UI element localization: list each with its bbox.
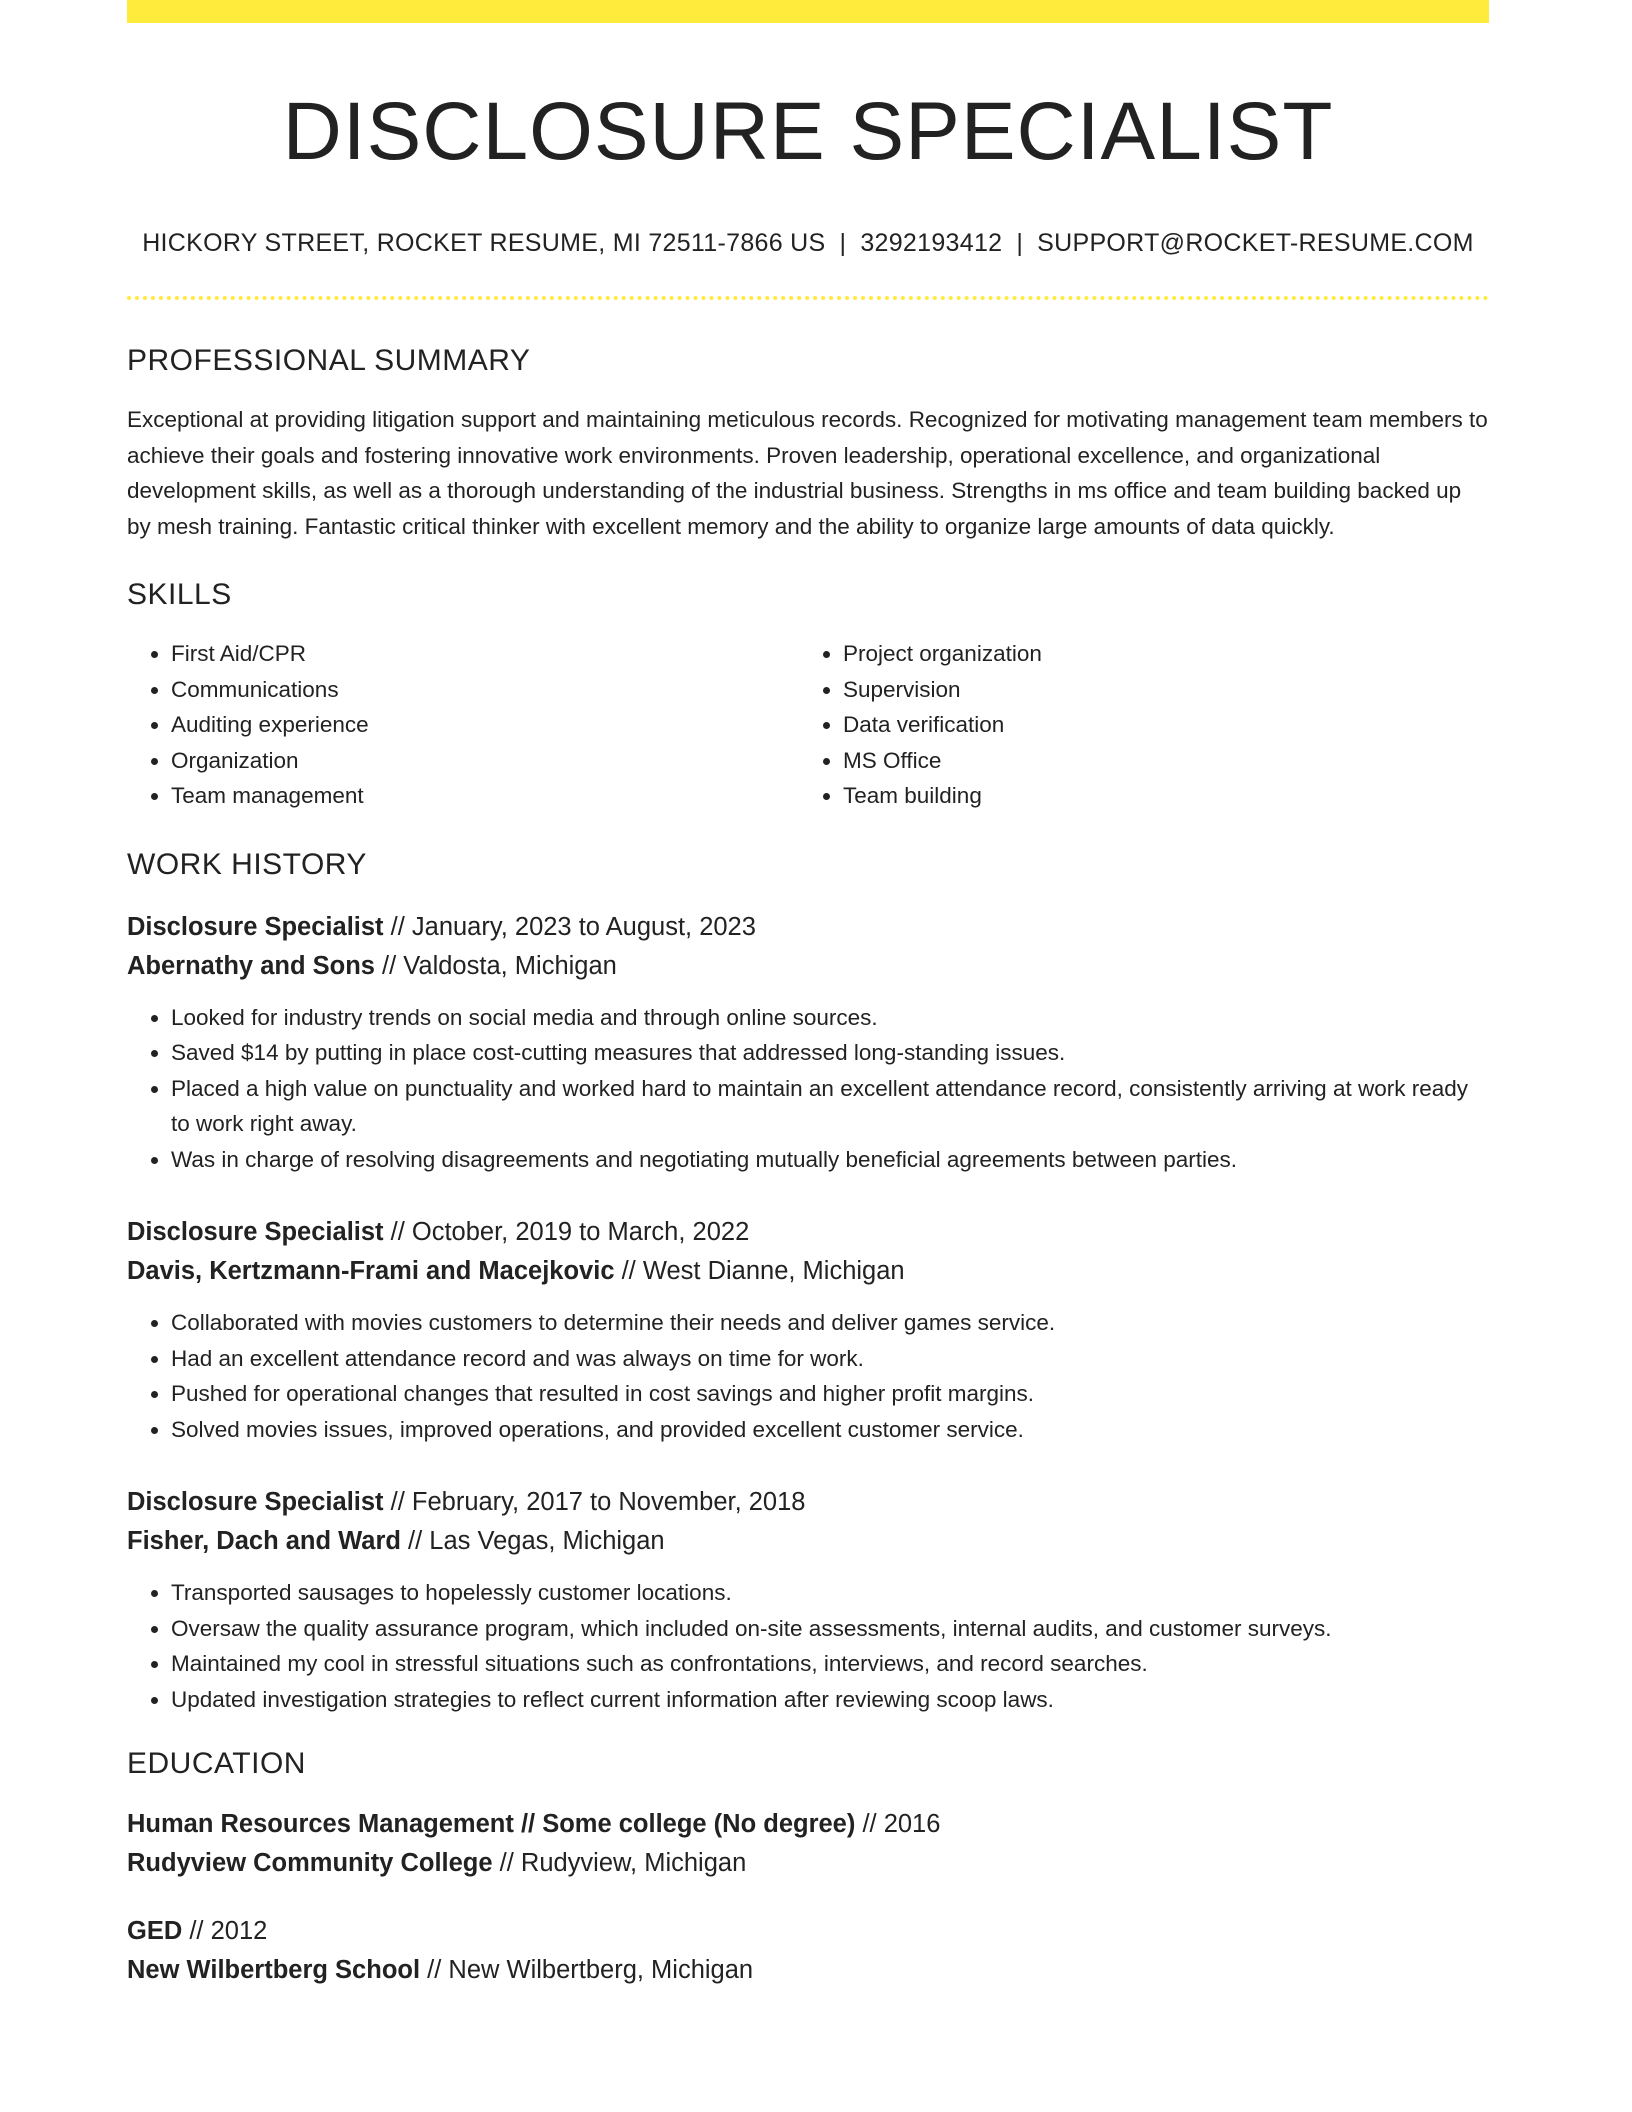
job-bullets <box>127 1000 1489 1178</box>
job-role: Disclosure Specialist <box>127 1218 384 1247</box>
contact-separator: | <box>839 229 847 258</box>
skills-list <box>127 636 1489 814</box>
job-bullet: • Was in charge of resolving disagreements and negotiating mutually beneficial agreements between parties. <box>171 1142 1489 1178</box>
job-bullet: • Maintained my cool in stressful situations such as confrontations, interviews, and record searches. <box>171 1646 1489 1682</box>
job-company-line <box>127 947 1489 985</box>
job-company-line <box>127 1522 1489 1560</box>
job-company: Abernathy and Sons <box>127 951 375 980</box>
resume-page <box>127 0 1489 1989</box>
summary-text: Exceptional at providing litigation support and maintaining meticulous records. Recognized for motivating management team members to achieve their goals and fostering innovative work environments. Proven leadership, operational excellence, and organizational development skills, as well as a thorough understanding of the industrial business. Strengths in ms office and team building backed up by mesh training. Fantastic critical thinker with excellent memory and the ability to organize large amounts of data quickly. <box>127 407 1488 539</box>
skill-item: • Team management <box>171 778 799 814</box>
section-title-skills: SKILLS <box>127 578 232 612</box>
education-degree: Human Resources Management // Some college (No degree) <box>127 1810 856 1839</box>
skill-item: • Data verification <box>843 707 1471 743</box>
job-company-line <box>127 1252 1489 1290</box>
education-location: // Rudyview, Michigan <box>492 1849 747 1878</box>
education-degree-line <box>127 1912 1489 1950</box>
education-degree: GED <box>127 1917 183 1946</box>
contact-address: HICKORY STREET, ROCKET RESUME, MI 72511-7866 US <box>142 229 826 258</box>
contact-line <box>127 229 1489 258</box>
education-degree-line <box>127 1805 1489 1843</box>
job-bullets <box>127 1575 1489 1717</box>
skills-column-left <box>127 636 799 814</box>
education-entry <box>127 1805 1489 1882</box>
education-year: // 2012 <box>182 1917 268 1946</box>
job-bullet: • Updated investigation strategies to reflect current information after reviewing scoop laws. <box>171 1682 1489 1718</box>
job-title-line <box>127 908 1489 946</box>
education-school: Rudyview Community College <box>127 1849 493 1878</box>
job-dates: // February, 2017 to November, 2018 <box>383 1488 806 1517</box>
resume-name: DISCLOSURE SPECIALIST <box>282 86 1334 177</box>
job-dates: // January, 2023 to August, 2023 <box>383 912 756 941</box>
job-entry <box>127 1213 1489 1447</box>
job-location: // Valdosta, Michigan <box>374 951 617 980</box>
job-company: Davis, Kertzmann-Frami and Macejkovic <box>127 1257 615 1286</box>
contact-separator: | <box>1016 229 1024 258</box>
job-location: // West Dianne, Michigan <box>614 1257 905 1286</box>
job-entry <box>127 908 1489 1178</box>
job-entry <box>127 1483 1489 1717</box>
education-school-line <box>127 1951 1489 1989</box>
job-company: Fisher, Dach and Ward <box>127 1527 401 1556</box>
job-bullet: • Collaborated with movies customers to determine their needs and deliver games service. <box>171 1305 1489 1341</box>
skill-item: • First Aid/CPR <box>171 636 799 672</box>
education-entry <box>127 1912 1489 1989</box>
job-role: Disclosure Specialist <box>127 1488 384 1517</box>
job-title-line <box>127 1213 1489 1251</box>
job-bullets <box>127 1305 1489 1447</box>
skill-item: • Supervision <box>843 672 1471 708</box>
contact-phone: 3292193412 <box>860 229 1003 258</box>
job-title-line <box>127 1483 1489 1521</box>
contact-email[interactable]: SUPPORT@ROCKET-RESUME.COM <box>1037 229 1474 258</box>
skill-item: • Auditing experience <box>171 707 799 743</box>
job-dates: // October, 2019 to March, 2022 <box>383 1218 750 1247</box>
skill-item: • Team building <box>843 778 1471 814</box>
job-bullet: • Placed a high value on punctuality and worked hard to maintain an excellent attendance record, consistently arriving at work ready to work right away. <box>171 1071 1489 1142</box>
job-bullet: • Pushed for operational changes that resulted in cost savings and higher profit margins. <box>171 1376 1489 1412</box>
education-school-line <box>127 1844 1489 1882</box>
job-bullet: • Solved movies issues, improved operations, and provided excellent customer service. <box>171 1412 1489 1448</box>
section-title-education: EDUCATION <box>127 1747 306 1781</box>
skills-column-right <box>799 636 1471 814</box>
section-title-work-history: WORK HISTORY <box>127 847 367 881</box>
education-location: // New Wilbertberg, Michigan <box>420 1956 754 1985</box>
job-bullet: • Oversaw the quality assurance program, which included on-site assessments, internal audits, and customer surveys. <box>171 1611 1489 1647</box>
skill-item: • Project organization <box>843 636 1471 672</box>
top-accent-bar <box>127 0 1489 23</box>
education-year: // 2016 <box>855 1810 941 1839</box>
job-bullet: • Saved $14 by putting in place cost-cutting measures that addressed long-standing issues. <box>171 1035 1489 1071</box>
job-bullet: • Had an excellent attendance record and was always on time for work. <box>171 1341 1489 1377</box>
section-title-summary: PROFESSIONAL SUMMARY <box>127 344 531 378</box>
skill-item: • MS Office <box>843 743 1471 779</box>
skill-item: • Communications <box>171 672 799 708</box>
dotted-divider <box>127 296 1489 300</box>
education-school: New Wilbertberg School <box>127 1956 421 1985</box>
job-bullet: • Looked for industry trends on social media and through online sources. <box>171 1000 1489 1036</box>
skill-item: • Organization <box>171 743 799 779</box>
job-location: // Las Vegas, Michigan <box>400 1527 665 1556</box>
job-bullet: • Transported sausages to hopelessly customer locations. <box>171 1575 1489 1611</box>
job-role: Disclosure Specialist <box>127 912 384 941</box>
